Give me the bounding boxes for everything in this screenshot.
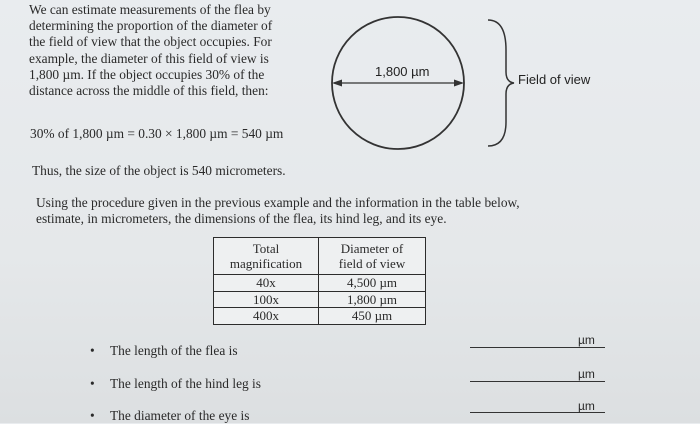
table-row	[214, 275, 426, 292]
table-header-row	[214, 238, 426, 275]
example-conclusion: Thus, the size of the object is 540 micrometers.	[32, 163, 286, 178]
intro-paragraph	[29, 2, 324, 99]
bullet-icon: •	[90, 408, 95, 423]
intro-line: the field of view that the object occupies. For	[29, 34, 272, 50]
header-total-magnification	[214, 238, 319, 275]
intro-line: determining the proportion of the diameter of	[29, 18, 273, 34]
example-equation: 30% of 1,800 µm = 0.30 × 1,800 µm = 540 µm	[30, 126, 284, 141]
table-cell-diameter: 4,500 µm	[319, 275, 426, 292]
bracket-icon	[488, 20, 514, 146]
header-text: magnification	[229, 256, 303, 271]
header-field-diameter	[319, 238, 426, 275]
table-cell-magnification: 400x	[214, 308, 319, 325]
intro-line: 1,800 µm. If the object occupies 30% of the	[29, 66, 265, 82]
instructions-line: estimate, in micrometers, the dimensions of the flea, its hind leg, and its eye.	[36, 210, 447, 226]
question-flea-length	[90, 343, 238, 359]
question-text: The diameter of the eye is	[110, 408, 250, 423]
arrowhead-left-icon	[332, 80, 342, 87]
table-row	[214, 308, 426, 325]
table-cell-magnification: 100x	[214, 291, 319, 308]
magnification-table	[213, 237, 426, 325]
table-cell-magnification: 40x	[214, 275, 319, 292]
table-cell-diameter: 1,800 µm	[319, 291, 426, 308]
bullet-icon: •	[90, 343, 95, 358]
diameter-label: 1,800 µm	[375, 64, 430, 79]
question-eye-diameter	[90, 408, 249, 424]
table-cell-diameter: 450 µm	[319, 308, 426, 325]
field-of-view-label: Field of view	[518, 72, 591, 87]
instructions-paragraph	[36, 195, 520, 226]
question-text: The length of the hind leg is	[110, 376, 261, 391]
answer-field-hind-leg-length[interactable]	[470, 381, 605, 382]
unit-label: µm	[578, 333, 595, 347]
question-hind-leg-length	[90, 376, 261, 392]
question-text: The length of the flea is	[110, 343, 238, 358]
table-row	[214, 291, 426, 308]
arrowhead-right-icon	[454, 80, 464, 87]
field-of-view-diagram	[330, 10, 630, 160]
intro-line: We can estimate measurements of the flea by	[29, 2, 271, 17]
intro-line: example, the diameter of this field of view is	[29, 50, 269, 66]
unit-label: µm	[578, 367, 595, 381]
header-text: Total	[252, 240, 280, 256]
unit-label: µm	[578, 399, 595, 413]
bullet-icon: •	[90, 376, 95, 391]
intro-line: distance across the middle of this field, then:	[29, 83, 269, 99]
answer-field-flea-length[interactable]	[470, 347, 605, 348]
header-text: field of view	[338, 256, 406, 271]
instructions-line: Using the procedure given in the previous example and the information in the table below,	[36, 195, 520, 210]
header-text: Diameter of	[340, 240, 404, 256]
